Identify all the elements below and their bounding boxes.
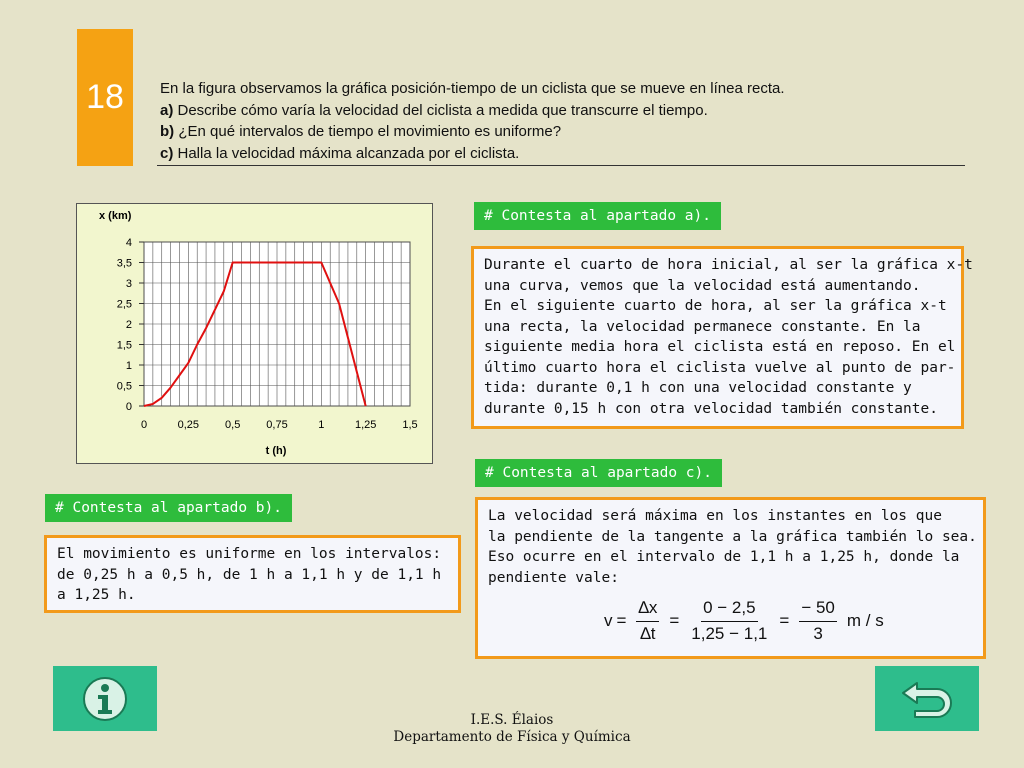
y-tick-label: 0 xyxy=(125,401,132,413)
formula-f3-num: − 50 xyxy=(799,598,837,622)
y-tick-label: 1 xyxy=(125,360,132,372)
a_lines-line: último cuarto hora el ciclista vuelve al punto de par- xyxy=(484,359,956,376)
a_lines-line: tida: durante 0,1 h con una velocidad constante y xyxy=(484,380,912,396)
part-a-text: Describe cómo varía la velocidad del ciclista a medida que transcurre el tiempo. xyxy=(173,101,708,119)
part-b-text: ¿En qué intervalos de tiempo el movimiento es uniforme? xyxy=(174,123,562,140)
answer-a-box[interactable] xyxy=(471,246,973,429)
info-icon xyxy=(81,675,129,723)
y-tick-label: 2 xyxy=(125,319,132,331)
part-a-prefix: a) xyxy=(160,101,174,119)
formula-f2-num: 0 − 2,5 xyxy=(701,598,757,622)
y-tick-label: 2,5 xyxy=(116,298,132,311)
slide-number-text: 18 xyxy=(86,78,124,116)
a_lines-line: una recta, la velocidad permanece constante. En la xyxy=(484,318,921,335)
a_lines-line: siguiente media hora el ciclista está en reposo. En el xyxy=(484,339,956,355)
question-text xyxy=(160,78,970,164)
x-tick-label: 0,25 xyxy=(177,419,200,431)
x-tick-label: 1 xyxy=(318,419,325,431)
x-tick-label: 1,5 xyxy=(402,419,418,431)
x-tick-label: 0,5 xyxy=(225,419,241,431)
y-tick-label: 0,5 xyxy=(116,380,132,393)
part-b-prefix: b) xyxy=(160,123,175,140)
c_lines-line: la pendiente de la tangente a la gráfica también lo sea. xyxy=(488,528,977,545)
c_lines-line: pendiente vale: xyxy=(488,569,619,586)
y-tick-label: 3,5 xyxy=(116,257,132,270)
c_lines-line: Eso ocurre en el intervalo de 1,1 h a 1,25 h, donde la xyxy=(488,549,960,565)
formula-f1-num: ∆x xyxy=(636,598,659,622)
question-part-b xyxy=(160,121,970,143)
y-axis-label: x (km) xyxy=(99,210,132,222)
part-c-prefix: c) xyxy=(160,144,174,162)
formula-fraction-2 xyxy=(689,598,769,644)
y-tick-label: 1,5 xyxy=(116,339,132,352)
formula-f2-den: 1,25 − 1,1 xyxy=(691,623,768,643)
c_lines-line: La velocidad será máxima en los instantes en los que xyxy=(488,508,942,524)
back-button[interactable] xyxy=(875,666,979,731)
a_lines-line: Durante el cuarto de hora inicial, al ser la gráfica x-t xyxy=(484,257,973,273)
formula-lhs: v xyxy=(604,610,613,630)
question-intro: En la figura observamos la gráfica posición-tiempo de un ciclista que se mueve en línea recta. xyxy=(160,80,785,97)
y-tick-label: 4 xyxy=(125,237,132,249)
chart-svg xyxy=(77,204,432,463)
formula-equals: = xyxy=(616,610,627,630)
slide-number xyxy=(77,29,133,166)
a_lines-line: En el siguiente cuarto de hora, al ser la gráfica x-t xyxy=(484,298,947,314)
b_lines-line: de 0,25 h a 0,5 h, de 1 h a 1,1 h y de 1,1 h xyxy=(57,566,442,583)
position-time-chart xyxy=(76,203,433,464)
answer-a-label: # Contesta al apartado a). xyxy=(474,202,721,230)
return-arrow-icon xyxy=(899,677,955,721)
chart-grid xyxy=(144,242,410,406)
header-divider xyxy=(157,165,965,166)
a_lines-line: una curva, vemos que la velocidad está aumentando. xyxy=(484,277,921,294)
answer-b-text xyxy=(57,544,448,606)
question-part-a xyxy=(160,100,970,122)
part-c-text: Halla la velocidad máxima alcanzada por el ciclista. xyxy=(173,144,520,162)
formula-unit: m / s xyxy=(846,610,884,630)
answer-c-label: # Contesta al apartado c). xyxy=(475,459,722,487)
answer-c-text xyxy=(488,506,977,588)
formula-equals: = xyxy=(779,610,790,630)
x-axis-label: t (h) xyxy=(265,445,287,457)
x-tick-label: 1,25 xyxy=(354,419,377,431)
answer-b-box[interactable] xyxy=(44,535,461,613)
formula-equals: = xyxy=(669,610,680,630)
velocity-formula xyxy=(604,598,884,644)
footer-department: Departamento de Física y Química xyxy=(393,729,631,745)
answer-b-label: # Contesta al apartado b). xyxy=(45,494,292,522)
question-part-c xyxy=(160,143,970,165)
footer-school: I.E.S. Élaios xyxy=(470,712,554,728)
answer-a-text xyxy=(484,255,973,419)
b_lines-line: a 1,25 h. xyxy=(57,587,136,603)
x-tick-label: 0,75 xyxy=(266,419,288,431)
formula-fraction-1 xyxy=(636,598,659,644)
formula-f3-den: 3 xyxy=(813,623,823,643)
a_lines-line: durante 0,15 h con otra velocidad también constante. xyxy=(484,400,938,417)
info-button[interactable] xyxy=(53,666,157,731)
formula-fraction-3 xyxy=(799,598,837,644)
formula-f1-den: ∆t xyxy=(640,623,656,643)
x-tick-label: 0 xyxy=(140,419,148,431)
b_lines-line: El movimiento es uniforme en los intervalos: xyxy=(57,546,442,562)
footer xyxy=(360,712,664,746)
y-tick-label: 3 xyxy=(125,278,132,290)
answer-c-box[interactable] xyxy=(475,497,986,659)
